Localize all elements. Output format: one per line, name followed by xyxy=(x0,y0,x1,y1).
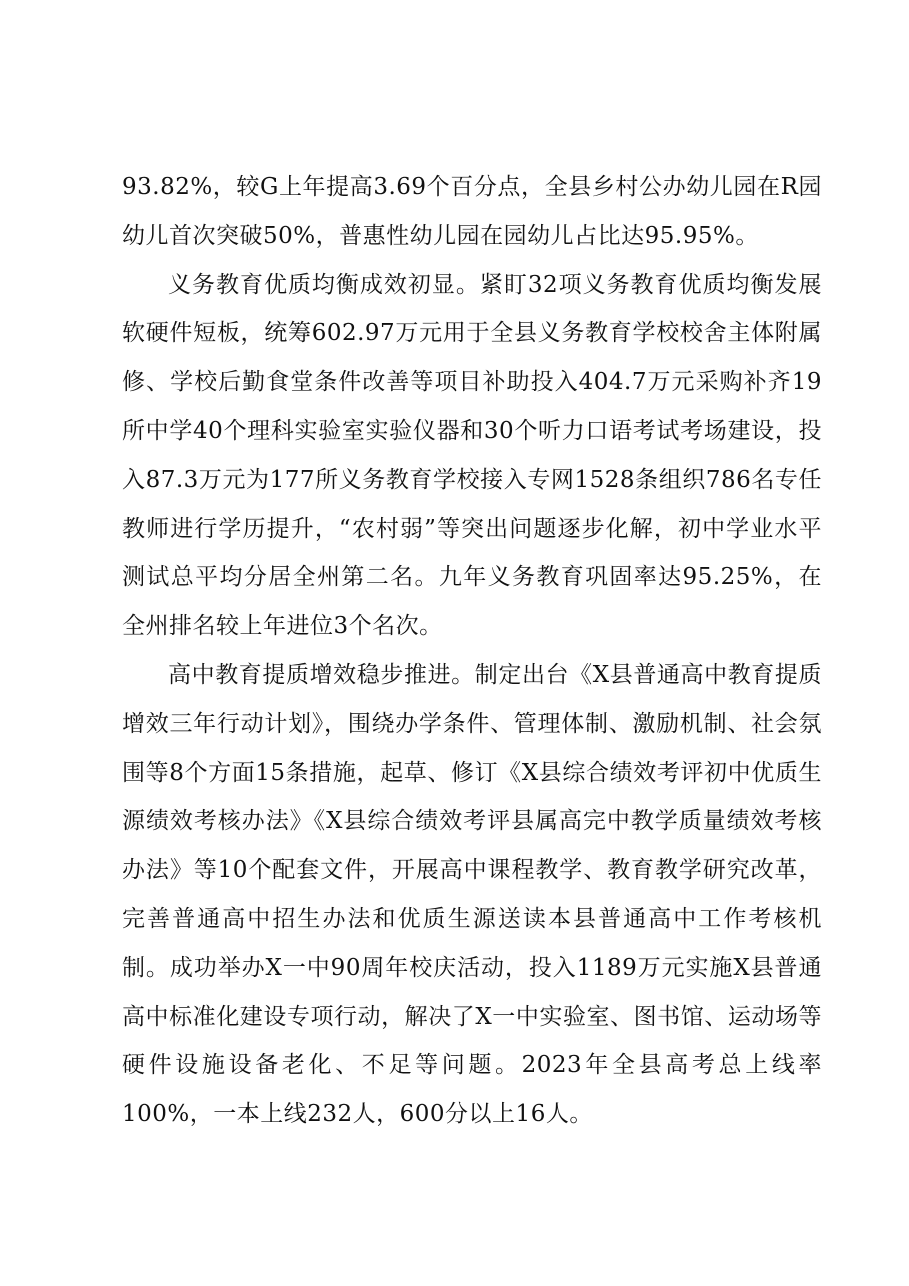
paragraph-preschool-continuation: 93.82%，较G上年提高3.69个百分点，全县乡村公办幼儿园在R园幼儿首次突破50%，普惠性幼儿园在园幼儿占比达95.95%。 xyxy=(122,174,822,249)
document-body xyxy=(122,163,822,1139)
paragraph-compulsory-education: 义务教育优质均衡成效初显。紧盯32项义务教育优质均衡发展软硬件短板，统筹602.97万元用于全县义务教育学校校舍主体附属修、学校后勤食堂条件改善等项目补助投入404.7万元采购补齐19所中学40个理科实验室实验仪器和30个听力口语考试考场建设，投入87.3万元为177所义务教育学校接入专网1528条组织786名专任教师进行学历提升，“农村弱”等突出问题逐步化解，初中学业水平测试总平均分居全州第二名。九年义务教育巩固率达95.25%，在全州排名较上年进位3个名次。 xyxy=(122,271,822,640)
paragraph-high-school-education: 高中教育提质增效稳步推进。制定出台《X县普通高中教育提质增效三年行动计划》，围绕办学条件、管理体制、激励机制、社会氛围等8个方面15条措施，起草、修订《X县综合绩效考评初中优质生源绩效考核办法》《X县综合绩效考评县属高完中教学质量绩效考核办法》等10个配套文件，开展高中课程教学、教育教学研究改革，完善普通高中招生办法和优质生源送读本县普通高中工作考核机制。成功举办X一中90周年校庆活动，投入1189万元实施X县普通高中标准化建设专项行动，解决了X一中实验室、图书馆、运动场等硬件设施设备老化、不足等问题。2023年全县高考总上线率100%，一本上线232人，600分以上16人。 xyxy=(122,661,822,1128)
